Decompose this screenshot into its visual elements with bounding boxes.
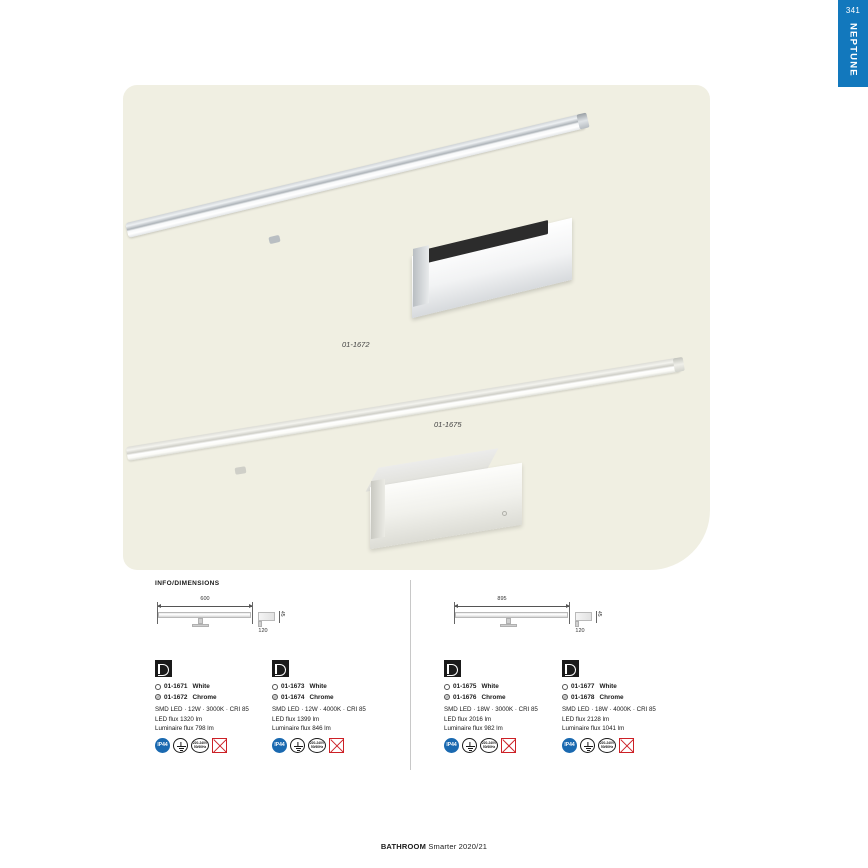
bar-mount-knob — [268, 235, 280, 244]
bar-end-cap — [576, 113, 589, 130]
finish-swatch-chrome-icon — [444, 694, 450, 700]
spec-line: Luminaire flux 798 lm — [155, 724, 214, 732]
not-dimmable-icon — [619, 738, 634, 753]
footer-brand: BATHROOM — [380, 842, 427, 851]
voltage-icon — [308, 738, 326, 753]
finish-swatch-white-icon — [562, 684, 568, 690]
voltage-bottom: 50/60Hz — [310, 744, 324, 749]
bracket-side-face — [371, 479, 385, 539]
bar-end-cap — [673, 357, 685, 372]
product-code: 01-1678 — [571, 693, 595, 701]
side-view-mount — [575, 621, 579, 627]
product-specs — [562, 705, 682, 733]
photo-caption-2: 01-1675 — [434, 420, 462, 429]
finish-swatch-chrome-icon — [155, 694, 161, 700]
badge-row — [155, 738, 275, 753]
info-dimensions-heading: INFO/DIMENSIONS — [155, 580, 220, 587]
variant-row[interactable] — [562, 693, 682, 703]
product-column-2 — [272, 660, 392, 753]
finish-swatch-white-icon — [444, 684, 450, 690]
side-view-mount — [258, 621, 262, 627]
dimension-drawing-2 — [452, 598, 692, 643]
product-column-4 — [562, 660, 682, 753]
not-dimmable-icon — [212, 738, 227, 753]
voltage-top: 220-240V — [481, 740, 497, 745]
product-photo-chrome — [123, 127, 603, 349]
ip-rating-icon: IP44 — [562, 738, 577, 753]
product-code: 01-1673 — [281, 683, 305, 690]
series-label: NEPTUNE — [847, 23, 859, 77]
product-code: 01-1671 — [164, 683, 188, 690]
dimension-height-label: 45 — [279, 611, 285, 617]
ip-rating-icon: IP44 — [155, 738, 170, 753]
spec-line: SMD LED · 12W · 3000K · CRI 85 — [155, 706, 249, 714]
variant-row[interactable] — [272, 693, 392, 703]
dimension-width-label: 895 — [497, 596, 507, 602]
product-finish: Chrome — [309, 693, 334, 701]
voltage-bottom: 50/60Hz — [482, 744, 496, 749]
column-divider — [410, 580, 411, 770]
ip-rating-icon: IP44 — [444, 738, 459, 753]
dimension-width-label: 600 — [200, 596, 210, 602]
voltage-bottom: 50/60Hz — [600, 744, 614, 749]
voltage-icon — [191, 738, 209, 753]
lamp-type-icon — [272, 660, 289, 677]
bracket-side-face — [413, 245, 429, 307]
hero-panel — [123, 85, 710, 570]
side-view-body — [575, 612, 592, 621]
dimension-depth-label: 120 — [575, 628, 585, 634]
spec-line: LED flux 1320 lm — [155, 715, 203, 723]
front-view-base — [500, 624, 517, 627]
luminaire-bar-white — [126, 358, 681, 461]
not-dimmable-icon — [329, 738, 344, 753]
protection-class-icon — [580, 738, 595, 753]
lamp-type-icon — [155, 660, 172, 677]
lamp-type-icon — [562, 660, 579, 677]
voltage-top: 220-240V — [309, 740, 325, 745]
badge-row — [444, 738, 564, 753]
product-finish: White — [599, 683, 617, 690]
variant-row[interactable] — [272, 682, 392, 692]
side-view-body — [258, 612, 275, 621]
spec-line: Luminaire flux 1041 lm — [562, 724, 625, 732]
page-footer — [0, 842, 868, 851]
finish-swatch-chrome-icon — [272, 694, 278, 700]
luminaire-bar-chrome — [125, 113, 586, 237]
spec-line: SMD LED · 18W · 3000K · CRI 85 — [444, 706, 538, 714]
protection-class-icon — [290, 738, 305, 753]
finish-swatch-white-icon — [272, 684, 278, 690]
not-dimmable-icon — [501, 738, 516, 753]
product-column-3 — [444, 660, 564, 753]
badge-row — [272, 738, 392, 753]
voltage-icon — [598, 738, 616, 753]
front-view-bar — [455, 612, 568, 618]
product-specs — [155, 705, 275, 733]
product-finish: Chrome — [481, 693, 506, 701]
product-specs — [272, 705, 392, 733]
product-code: 01-1677 — [571, 683, 595, 690]
finish-swatch-chrome-icon — [562, 694, 568, 700]
product-column-1 — [155, 660, 275, 753]
ip-rating-icon: IP44 — [272, 738, 287, 753]
spec-line: Luminaire flux 982 lm — [444, 724, 503, 732]
dimension-arrow — [157, 606, 253, 607]
variant-row[interactable] — [444, 693, 564, 703]
product-code: 01-1674 — [281, 693, 305, 701]
variant-row[interactable] — [562, 682, 682, 692]
footer-edition: Smarter 2020/21 — [426, 842, 488, 851]
product-finish: Chrome — [192, 693, 217, 701]
voltage-top: 220-240V — [192, 740, 208, 745]
front-view-bar — [158, 612, 251, 618]
bar-mount-knob — [235, 466, 247, 475]
bracket-screw — [502, 511, 507, 516]
badge-row — [562, 738, 682, 753]
finish-swatch-white-icon — [155, 684, 161, 690]
dimension-tick — [252, 602, 253, 624]
spec-line: LED flux 2016 lm — [444, 715, 492, 723]
dimension-drawing-1 — [155, 598, 395, 643]
spec-line: SMD LED · 12W · 4000K · CRI 85 — [272, 706, 366, 714]
protection-class-icon — [462, 738, 477, 753]
product-photo-white — [123, 325, 693, 555]
dimension-arrow — [454, 606, 570, 607]
photo-caption-1: 01-1672 — [342, 340, 370, 349]
dimension-depth-label: 120 — [258, 628, 268, 634]
front-view-base — [192, 624, 209, 627]
variant-row[interactable] — [155, 693, 275, 703]
product-finish: White — [192, 683, 210, 690]
page-tab — [838, 0, 868, 87]
spec-line: SMD LED · 18W · 4000K · CRI 85 — [562, 706, 656, 714]
lamp-type-icon — [444, 660, 461, 677]
voltage-top: 220-240V — [599, 740, 615, 745]
dimension-height-label: 45 — [596, 611, 602, 617]
product-finish: White — [481, 683, 499, 690]
product-specs — [444, 705, 564, 733]
voltage-icon — [480, 738, 498, 753]
dimension-tick — [569, 602, 570, 624]
variant-row[interactable] — [155, 682, 275, 692]
product-finish: White — [309, 683, 327, 690]
protection-class-icon — [173, 738, 188, 753]
spec-line: Luminaire flux 846 lm — [272, 724, 331, 732]
product-code: 01-1676 — [453, 693, 477, 701]
product-finish: Chrome — [599, 693, 624, 701]
voltage-bottom: 50/60Hz — [193, 744, 207, 749]
page-number: 341 — [845, 6, 861, 15]
product-code: 01-1675 — [453, 683, 477, 690]
product-code: 01-1672 — [164, 693, 188, 701]
spec-line: LED flux 1399 lm — [272, 715, 320, 723]
spec-line: LED flux 2128 lm — [562, 715, 610, 723]
variant-row[interactable] — [444, 682, 564, 692]
